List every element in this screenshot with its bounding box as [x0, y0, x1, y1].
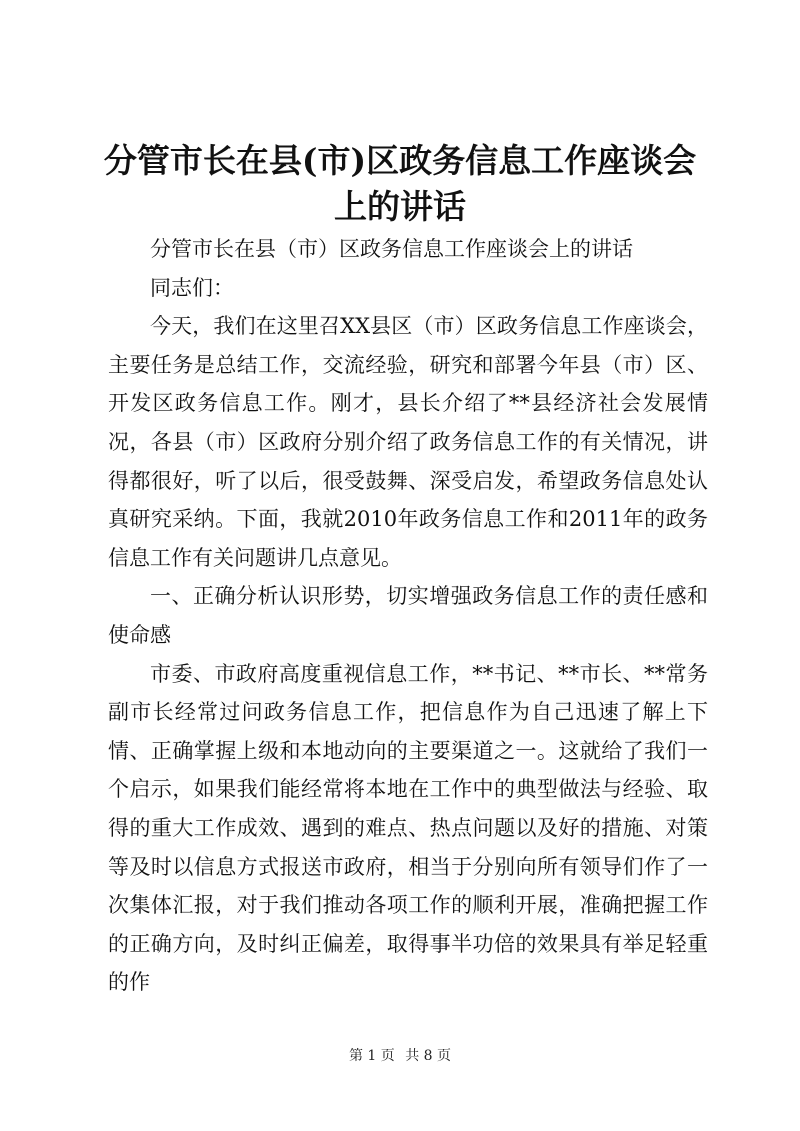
section-heading: 一、正确分析认识形势，切实增强政务信息工作的责任感和使命感 — [108, 584, 708, 647]
document-body — [108, 230, 708, 1002]
subtitle-paragraph: 分管市长在县（市）区政务信息工作座谈会上的讲话 — [150, 237, 633, 261]
body-paragraph: 市委、市政府高度重视信息工作，**书记、**市长、**常务副市长经常过问政务信息工作，把信息作为自己迅速了解上下情、正确掌握上级和本地动向的主要渠道之一。这就给了我们一个启示，如果我们能经常将本地在工作中的典型做法与经验、取得的重大工作成效、遇到的难点、热点问题以及好的措施、对策等及时以信息方式报送市政府，相当于分别向所有领导们作了一次集体汇报，对于我们推动各项工作的顺利开展，准确把握工作的正确方向，及时纠正偏差，取得事半功倍的效果具有举足轻重的作 — [108, 661, 708, 995]
page-total: 共 8 页 — [405, 1048, 452, 1064]
page-footer — [0, 1046, 800, 1066]
document-title: 分管市长在县(市)区政务信息工作座谈会上的讲话 — [103, 141, 697, 226]
page-number: 第 1 页 — [348, 1048, 395, 1064]
salutation-paragraph: 同志们： — [150, 275, 234, 300]
intro-paragraph: 今天，我们在这里召XX县区（市）区政务信息工作座谈会，主要任务是总结工作，交流经验，研究和部署今年县（市）区、开发区政务信息工作。刚才，县长介绍了**县经济社会发展情况，各县（市）区政府分别介绍了政务信息工作的有关情况，讲得都很好，听了以后，很受鼓舞、深受启发，希望政务信息处认真研究采纳。下面，我就2010年政务信息工作和2011年的政务信息工作有关问题讲几点意见。 — [108, 314, 708, 570]
